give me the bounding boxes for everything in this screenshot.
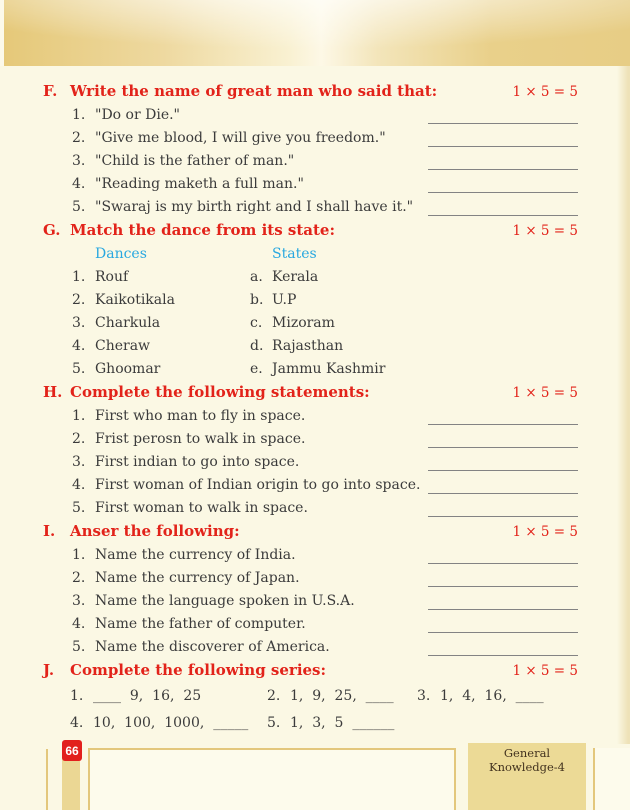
question-number: 4. <box>72 176 86 192</box>
question-text: "Do or Die." <box>95 107 180 123</box>
question-row <box>43 497 578 520</box>
section-title: Anser the following: <box>70 522 240 540</box>
question-row <box>43 636 578 659</box>
section-title: Complete the following statements: <box>70 383 370 401</box>
series-item <box>70 710 267 737</box>
question-row <box>43 474 578 497</box>
section-f-heading <box>43 80 578 104</box>
series-item <box>267 683 417 710</box>
series-number: 3. <box>417 688 431 704</box>
match-letter: e. <box>250 361 263 377</box>
section-letter: G. <box>43 221 61 239</box>
section-score: 1 × 5 = 5 <box>512 524 578 540</box>
section-title: Write the name of great man who said that: <box>70 82 438 100</box>
question-number: 5. <box>72 500 86 516</box>
match-letter: d. <box>250 338 264 354</box>
answer-blank <box>428 478 578 494</box>
section-i-heading <box>43 520 578 544</box>
question-text: Name the currency of Japan. <box>95 570 300 586</box>
series-item <box>70 683 267 710</box>
series-number: 4. <box>70 715 84 731</box>
question-text: Name the discoverer of America. <box>95 639 330 655</box>
state-name: U.P <box>272 292 297 308</box>
page-number-badge <box>62 740 82 761</box>
series-item <box>417 683 578 710</box>
question-row <box>43 567 578 590</box>
footer-right-box <box>593 748 630 810</box>
answer-blank <box>428 200 578 216</box>
question-text: Name the currency of India. <box>95 547 296 563</box>
question-text: First who man to fly in space. <box>95 408 306 424</box>
question-number: 4. <box>72 616 86 632</box>
match-number: 5. <box>72 361 86 377</box>
footer-divider-line <box>46 749 48 810</box>
answer-blank <box>428 455 578 471</box>
match-letter: a. <box>250 269 263 285</box>
series-number: 2. <box>267 688 281 704</box>
match-row <box>72 289 578 312</box>
match-letter: b. <box>250 292 264 308</box>
question-text: "Give me blood, I will give you freedom." <box>95 130 386 146</box>
section-j-heading <box>43 659 578 683</box>
section-score: 1 × 5 = 5 <box>512 223 578 239</box>
state-name: Mizoram <box>272 315 335 331</box>
section-title: Complete the following series: <box>70 661 327 679</box>
section-title: Match the dance from its state: <box>70 221 335 239</box>
column-header-states: States <box>272 246 317 262</box>
dance-name: Ghoomar <box>95 361 161 377</box>
section-letter: F. <box>43 82 58 100</box>
state-name: Kerala <box>272 269 319 285</box>
page-number: 66 <box>65 743 79 758</box>
question-row <box>43 613 578 636</box>
series-text: 1, 4, 16, ____ <box>440 688 544 704</box>
match-number: 2. <box>72 292 86 308</box>
section-letter: J. <box>43 661 55 679</box>
section-h-heading <box>43 381 578 405</box>
dance-name: Kaikotikala <box>95 292 175 308</box>
question-text: First woman of Indian origin to go into space. <box>95 477 421 493</box>
series-text: ____ 9, 16, 25 <box>93 688 202 704</box>
answer-blank <box>428 548 578 564</box>
question-text: Frist perosn to walk in space. <box>95 431 306 447</box>
book-title: General Knowledge-4 <box>489 746 565 774</box>
question-text: First woman to walk in space. <box>95 500 308 516</box>
question-row <box>43 544 578 567</box>
answer-blank <box>428 432 578 448</box>
question-row <box>43 150 578 173</box>
question-row <box>43 428 578 451</box>
answer-blank <box>428 108 578 124</box>
question-row <box>43 590 578 613</box>
section-score: 1 × 5 = 5 <box>512 84 578 100</box>
column-header-dances: Dances <box>95 246 147 262</box>
answer-blank <box>428 154 578 170</box>
series-row <box>70 683 578 710</box>
match-number: 1. <box>72 269 86 285</box>
question-text: First indian to go into space. <box>95 454 300 470</box>
answer-blank <box>428 617 578 633</box>
book-title-box <box>468 743 586 810</box>
question-number: 1. <box>72 547 86 563</box>
section-h <box>43 381 578 520</box>
question-row <box>43 173 578 196</box>
match-number: 4. <box>72 338 86 354</box>
question-number: 3. <box>72 454 86 470</box>
question-row <box>43 104 578 127</box>
question-number: 5. <box>72 639 86 655</box>
answer-blank <box>428 501 578 517</box>
question-number: 2. <box>72 130 86 146</box>
dance-name: Rouf <box>95 269 129 285</box>
state-name: Jammu Kashmir <box>272 361 386 377</box>
question-number: 4. <box>72 477 86 493</box>
question-number: 3. <box>72 153 86 169</box>
question-row <box>43 451 578 474</box>
section-score: 1 × 5 = 5 <box>512 385 578 401</box>
question-text: "Child is the father of man." <box>95 153 295 169</box>
footer-frame-box <box>88 748 456 810</box>
answer-blank <box>428 571 578 587</box>
question-text: Name the language spoken in U.S.A. <box>95 593 355 609</box>
top-decoration-band <box>0 0 630 66</box>
answer-blank <box>428 409 578 425</box>
section-letter: H. <box>43 383 63 401</box>
answer-blank <box>428 177 578 193</box>
series-number: 1. <box>70 688 84 704</box>
series-item <box>267 710 417 737</box>
match-number: 3. <box>72 315 86 331</box>
worksheet-content <box>43 66 578 737</box>
dance-name: Charkula <box>95 315 161 331</box>
section-i <box>43 520 578 659</box>
answer-blank <box>428 594 578 610</box>
state-name: Rajasthan <box>272 338 344 354</box>
answer-blank <box>428 640 578 656</box>
series-number: 5. <box>267 715 281 731</box>
question-number: 2. <box>72 431 86 447</box>
question-text: "Reading maketh a full man." <box>95 176 304 192</box>
series-row <box>70 710 578 737</box>
question-text: "Swaraj is my birth right and I shall have it." <box>95 199 414 215</box>
question-row <box>43 405 578 428</box>
series-text: 10, 100, 1000, _____ <box>93 715 249 731</box>
section-letter: I. <box>43 522 56 540</box>
page-left-edge <box>0 0 4 66</box>
question-number: 3. <box>72 593 86 609</box>
question-row <box>43 196 578 219</box>
match-letter: c. <box>250 315 263 331</box>
dance-name: Cheraw <box>95 338 151 354</box>
series-text: 1, 3, 5 ______ <box>290 715 395 731</box>
match-row <box>72 312 578 335</box>
section-g-heading <box>43 219 578 243</box>
question-number: 2. <box>72 570 86 586</box>
match-column-headers <box>72 243 578 266</box>
match-row <box>72 358 578 381</box>
section-f <box>43 80 578 219</box>
page-right-edge-shadow <box>617 66 630 744</box>
question-number: 5. <box>72 199 86 215</box>
question-row <box>43 127 578 150</box>
question-number: 1. <box>72 408 86 424</box>
section-j <box>43 659 578 737</box>
answer-blank <box>428 131 578 147</box>
match-row <box>72 266 578 289</box>
section-score: 1 × 5 = 5 <box>512 663 578 679</box>
series-text: 1, 9, 25, ____ <box>290 688 394 704</box>
section-g <box>43 219 578 381</box>
question-number: 1. <box>72 107 86 123</box>
question-text: Name the father of computer. <box>95 616 306 632</box>
match-row <box>72 335 578 358</box>
